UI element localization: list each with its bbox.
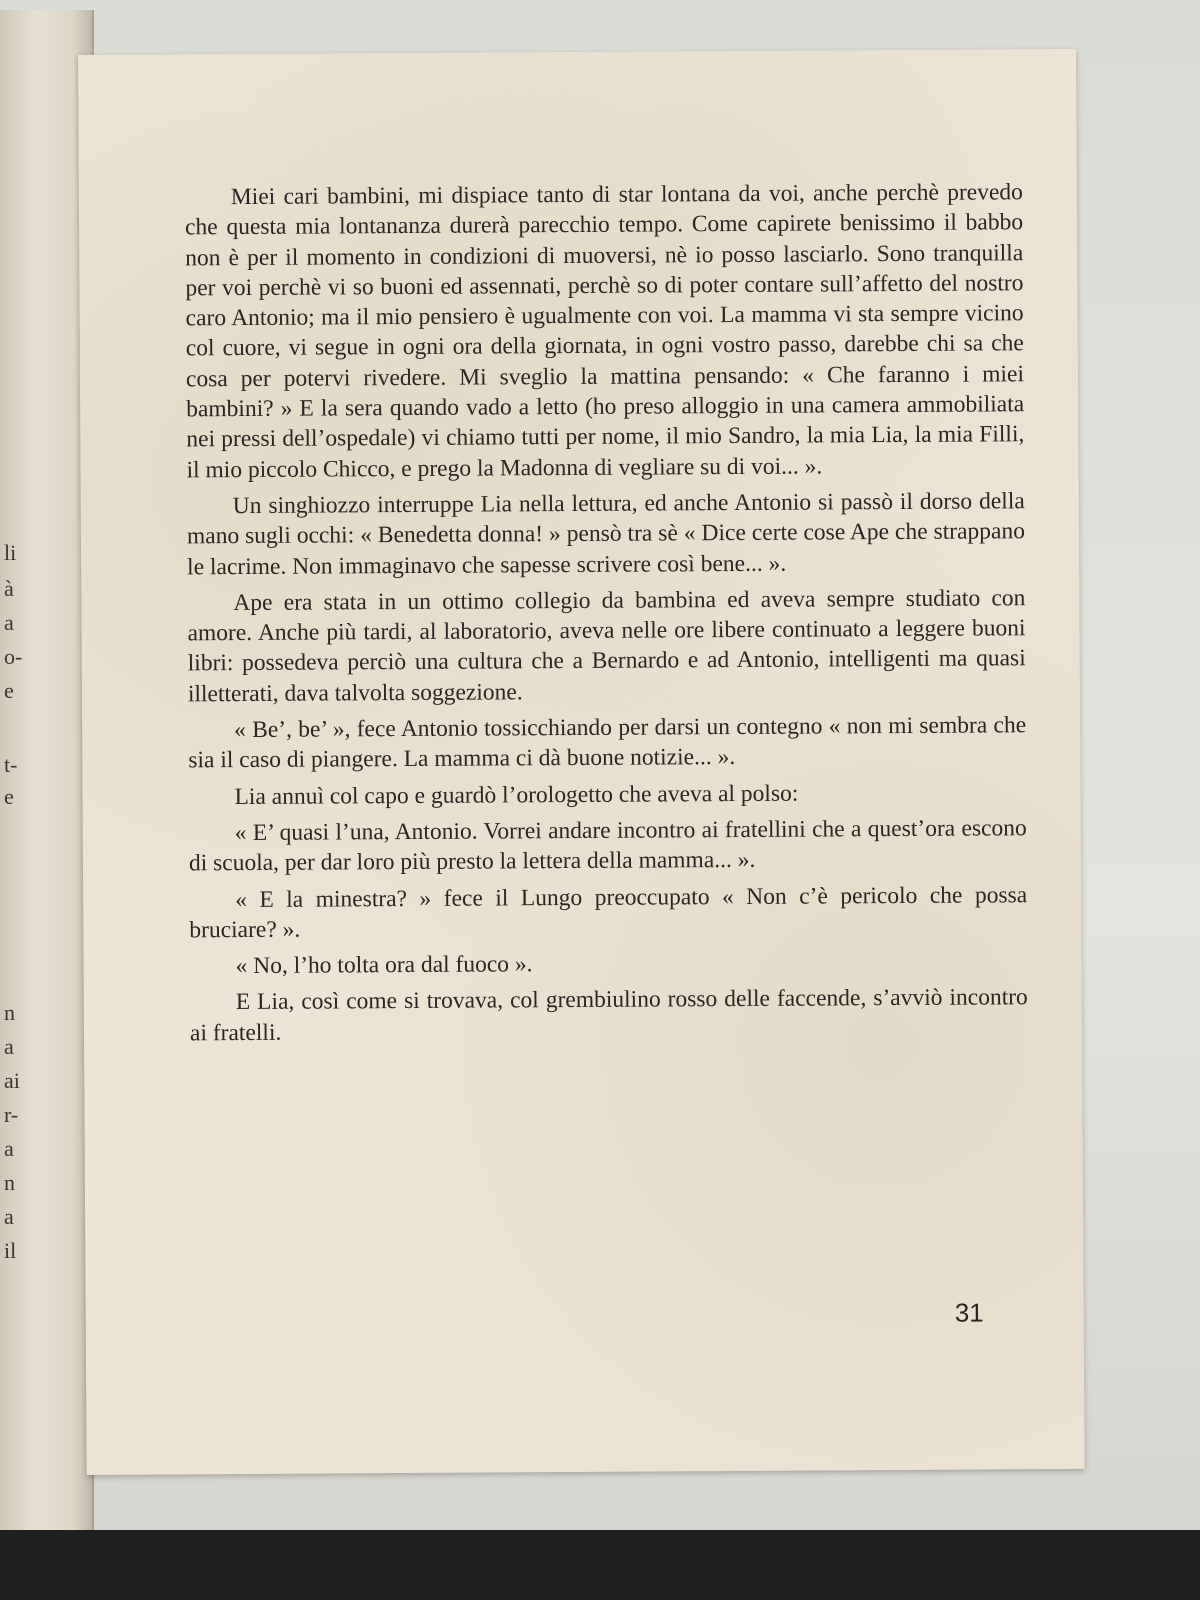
left-page-fragment: a: [4, 610, 14, 635]
paragraph: Lia annuì col capo e guardò l’orologetto che aveva al polso:: [234, 780, 799, 810]
left-page-fragment: a: [4, 1034, 14, 1059]
left-page-fragment: t-: [4, 752, 18, 777]
left-page-fragment: n: [4, 1170, 15, 1195]
paragraph: « E’ quasi l’una, Antonio. Vorrei andare incontro ai fratellini che a quest’ora escono di scuola, per dar loro più presto la lettera della mamma... ».: [188, 815, 1027, 877]
left-page-fragment: à: [4, 576, 14, 601]
left-page-fragment: ai: [4, 1068, 20, 1093]
paragraph: Miei cari bambini, mi dispiace tanto di star lontana da voi, anche perchè prevedo che questa mia lontananza durerà parecchio tempo. Come capirete benissimo il babbo non è per il momento in condizioni di muoversi, nè io posso lasciarlo. Sono tranquilla per voi perchè vi so buoni ed assennati, perchè so di poter contare sull’affetto del nostro caro Antonio; ma il mio pensiero è ugualmente con voi. La mamma vi sta sempre vicino col cuore, vi segue in ogni ora della giornata, in ogni vostro passo, darebbe chi sa che cosa per potervi rivedere. Mi sveglio la mattina pensando: « Che faranno i miei bambini? » E la sera quando vado a letto (ho preso alloggio in una camera ammobiliata nei pressi dell’ospedale) vi chiamo tutti per nome, il mio Sandro, la mia Lia, la mia Filli, il mio piccolo Chicco, e prego la Madonna di vegliare su di voi... ».: [184, 179, 1025, 484]
left-page-fragment: r-: [4, 1102, 19, 1127]
page-number: 31: [954, 1297, 984, 1328]
left-page-fragment: a: [4, 1136, 14, 1161]
book-page: [78, 49, 1085, 1475]
dark-surface: [0, 1530, 1200, 1600]
paragraph: « No, l’ho tolta ora dal fuoco ».: [235, 951, 533, 980]
left-page-fragment: a: [4, 1204, 14, 1229]
left-page-fragment: li: [4, 540, 17, 565]
left-page-fragment: o-: [4, 644, 23, 669]
left-page-fragment: il: [4, 1238, 17, 1263]
left-page-fragment: e: [4, 784, 14, 809]
paragraph: Ape era stata in un ottimo collegio da bambina ed aveva sempre studiato con amore. Anche più tardi, al laboratorio, aveva nelle ore libere continuato a leggere buoni libri: possedeva perciò una cultura che a Bernardo e ad Antonio, intelligenti ma quasi illetterati, dava talvolta soggezione.: [187, 585, 1026, 708]
paragraph: « E la minestra? » fece il Lungo preoccupato « Non c’è pericolo che possa bruciare? ».: [189, 881, 1028, 944]
paragraph: E Lia, così come si trovava, col grembiulino rosso delle faccende, s’avviò incontro ai fratelli.: [189, 984, 1028, 1047]
paragraph: « Be’, be’ », fece Antonio tossicchiando per darsi un contegno « non mi sembra che sia il caso di piangere. La mamma ci dà buone notizie... ».: [188, 712, 1027, 774]
page-body-text: [185, 177, 1028, 1054]
paragraph: Un singhiozzo interruppe Lia nella lettura, ed anche Antonio si passò il dorso della mano sugli occhi: « Benedetta donna! » pensò tra sè « Dice certe cose Ape che strappano le lacrime. Non immaginavo che sapesse scrivere così bene... ».: [186, 488, 1026, 580]
left-page-fragment: n: [4, 1000, 15, 1025]
left-page-fragment: e: [4, 678, 14, 703]
